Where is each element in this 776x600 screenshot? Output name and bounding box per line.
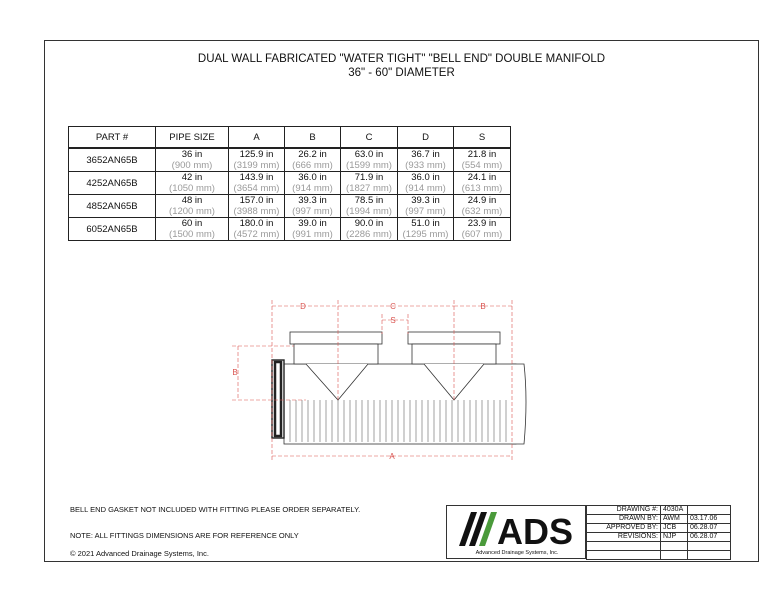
value-mm: (4572 mm)	[233, 229, 280, 240]
value-mm: (3988 mm)	[233, 206, 280, 217]
cell-part: 4252AN65B	[69, 172, 156, 195]
tb-label: DRAWING #:	[587, 506, 661, 515]
value-in: 48 in	[181, 195, 203, 206]
value-mm: (1827 mm)	[346, 183, 392, 194]
value-in: 157.0 in	[239, 195, 274, 206]
value-in: 23.9 in	[467, 218, 497, 229]
value-mm: (914 mm)	[292, 183, 333, 194]
tb-value: NJP	[661, 533, 688, 542]
cell-part: 3652AN65B	[69, 148, 156, 172]
value-mm: (997 mm)	[292, 206, 333, 217]
tb-label	[587, 551, 661, 560]
tb-value: AWM	[661, 515, 688, 524]
tb-value: 4030A	[661, 506, 688, 515]
header-d: D	[398, 127, 454, 149]
cell-part: 6052AN65B	[69, 218, 156, 241]
tb-value: JCB	[661, 524, 688, 533]
reference-note: NOTE: ALL FITTINGS DIMENSIONS ARE FOR REFERENCE ONLY	[70, 531, 299, 540]
value-in: 36.0 in	[411, 172, 440, 183]
value-mm: (632 mm)	[461, 206, 503, 217]
value-in: 143.9 in	[239, 172, 274, 183]
riser-left	[294, 344, 378, 364]
tb-label	[587, 542, 661, 551]
value-in: 24.1 in	[467, 172, 497, 183]
title-block-row	[587, 506, 731, 515]
tb-label: DRAWN BY:	[587, 515, 661, 524]
value-mm: (3654 mm)	[233, 183, 280, 194]
value-mm: (900 mm)	[171, 160, 213, 171]
label-b-right: B	[480, 302, 486, 311]
tb-value	[661, 542, 688, 551]
value-mm: (914 mm)	[405, 183, 446, 194]
value-in: 71.9 in	[354, 172, 384, 183]
value-in: 63.0 in	[354, 149, 384, 160]
value-in: 60 in	[181, 218, 203, 229]
header-s: S	[454, 127, 511, 149]
title-line-1: DUAL WALL FABRICATED "WATER TIGHT" "BELL END" DOUBLE MANIFOLD	[197, 53, 606, 65]
value-in: 125.9 in	[239, 149, 274, 160]
value-mm: (607 mm)	[461, 229, 503, 240]
value-in: 78.5 in	[354, 195, 384, 206]
pipe-end	[512, 364, 526, 444]
value-mm: (997 mm)	[405, 206, 446, 217]
value-in: 21.8 in	[467, 149, 497, 160]
value-mm: (2286 mm)	[346, 229, 392, 240]
value-mm: (3199 mm)	[233, 160, 280, 171]
header-c: C	[341, 127, 398, 149]
gasket-note: BELL END GASKET NOT INCLUDED WITH FITTING PLEASE ORDER SEPARATELY.	[70, 505, 361, 514]
ads-logo	[446, 505, 586, 559]
logo-text: ADS	[496, 511, 574, 550]
title-block-row	[587, 551, 731, 560]
value-in: 39.3 in	[298, 195, 327, 206]
title-block-row	[587, 542, 731, 551]
tb-label: REVISIONS:	[587, 533, 661, 542]
tb-date	[688, 542, 731, 551]
value-in: 90.0 in	[354, 218, 384, 229]
label-b-left: B	[232, 368, 238, 377]
value-mm: (613 mm)	[461, 183, 503, 194]
tb-value	[661, 551, 688, 560]
value-mm: (1500 mm)	[169, 229, 215, 240]
pipe-body	[272, 332, 526, 444]
value-in: 39.3 in	[411, 195, 440, 206]
riser-collar-left	[290, 332, 382, 344]
cell-part: 4852AN65B	[69, 195, 156, 218]
title-line-2: 36" - 60" DIAMETER	[348, 67, 455, 79]
tb-date	[688, 506, 731, 515]
value-mm: (933 mm)	[405, 160, 446, 171]
value-in: 180.0 in	[239, 218, 274, 229]
header-b: B	[285, 127, 341, 149]
value-mm: (666 mm)	[292, 160, 333, 171]
value-mm: (1295 mm)	[402, 229, 449, 240]
value-mm: (991 mm)	[292, 229, 333, 240]
value-mm: (1994 mm)	[346, 206, 392, 217]
value-in: 42 in	[181, 172, 203, 183]
value-mm: (1050 mm)	[169, 183, 215, 194]
header-a: A	[229, 127, 285, 149]
value-in: 36 in	[181, 149, 203, 160]
tb-label: APPROVED BY:	[587, 524, 661, 533]
label-c: C	[390, 302, 396, 311]
title-block	[586, 505, 731, 560]
value-in: 24.9 in	[467, 195, 497, 206]
header-part: PART #	[69, 127, 156, 149]
value-mm: (1200 mm)	[169, 206, 215, 217]
tb-date	[688, 551, 731, 560]
logo-stripes	[459, 512, 497, 546]
logo-tagline: Advanced Drainage Systems, Inc.	[475, 550, 559, 556]
title-block-row	[587, 515, 731, 524]
tb-date: 03.17.06	[688, 515, 731, 524]
value-in: 36.7 in	[411, 149, 440, 160]
value-in: 51.0 in	[411, 218, 440, 229]
tb-date: 06.28.07	[688, 524, 731, 533]
ads-logo-mark	[447, 506, 587, 550]
value-in: 36.0 in	[298, 172, 327, 183]
copyright-note: © 2021 Advanced Drainage Systems, Inc.	[70, 549, 209, 558]
label-d: D	[300, 302, 306, 311]
value-mm: (1599 mm)	[346, 160, 392, 171]
title-block-row	[587, 524, 731, 533]
title-block-row	[587, 533, 731, 542]
header-pipe-size: PIPE SIZE	[156, 127, 229, 149]
label-s: S	[390, 316, 396, 325]
label-a: A	[389, 452, 395, 461]
value-in: 26.2 in	[298, 149, 327, 160]
value-in: 39.0 in	[298, 218, 327, 229]
value-mm: (554 mm)	[461, 160, 503, 171]
tb-date: 06.28.07	[688, 533, 731, 542]
